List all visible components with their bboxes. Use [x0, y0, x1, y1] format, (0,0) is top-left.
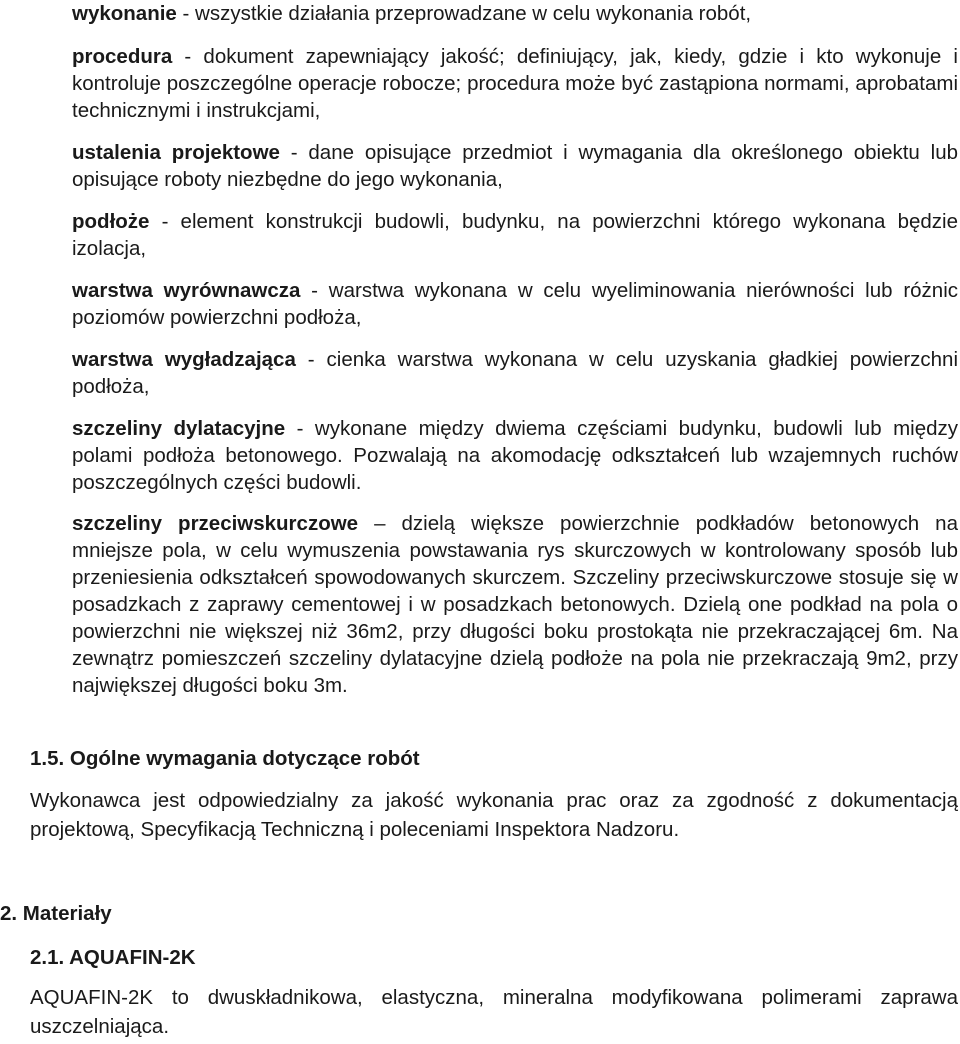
- definition-item: [72, 415, 958, 496]
- definition-text: – dzielą większe powierzchnie podkładów betonowych na mniejsze pola, w celu wymuszenia powstawania rys skurczowych w kontrolowany sposób lub przeniesienia odkształceń spowodowanych skurczem. Szczeliny przeciwskurczowe stosuje się w posadzkach z zaprawy cementowej i w posadzkach betonowych. Dzielą one podkład na pola o powierzchni nie większej niż 36m2, przy długości boku prostokąta nie przekraczającej 6m. Na zewnątrz pomieszczeń szczeliny dylatacyjne dzielą podłoże na pola nie przekraczają 9m2, przy największej długości boku 3m.: [72, 512, 958, 697]
- definition-text: - element konstrukcji budowli, budynku, na powierzchni którego wykonana będzie izolacja,: [72, 210, 958, 260]
- section-paragraph: AQUAFIN-2K to dwuskładnikowa, elastyczna, mineralna modyfikowana polimerami zaprawa uszczelniająca.: [30, 986, 958, 1038]
- definition-term: podłoże: [72, 210, 150, 233]
- definition-term: warstwa wygładzająca: [72, 348, 296, 371]
- definition-text: - cienka warstwa wykonana w celu uzyskania gładkiej powierzchni podłoża,: [72, 348, 958, 398]
- definition-text: - wykonane między dwiema częściami budynku, budowli lub między polami podłoża betonowego. Pozwalają na akomodację odkształceń lub wzajemnych ruchów poszczególnych części budowli.: [72, 417, 958, 494]
- definition-item: [72, 0, 958, 27]
- section-heading: 2. Materiały: [0, 902, 112, 925]
- definition-text: - dokument zapewniający jakość; definiujący, jak, kiedy, gdzie i kto wykonuje i kontroluje poszczególne operacje robocze; procedura może być zastąpiona normami, aprobatami technicznymi i instrukcjami,: [72, 45, 958, 122]
- definition-text: - dane opisujące przedmiot i wymagania dla określonego obiektu lub opisujące roboty niezbędne do jego wykonania,: [72, 141, 959, 191]
- definition-item: [72, 277, 958, 331]
- definition-term: ustalenia projektowe: [72, 141, 280, 164]
- definition-item: [72, 208, 958, 262]
- definition-item: [72, 346, 958, 400]
- definition-item: [72, 139, 958, 193]
- definition-item: [72, 43, 958, 124]
- section-aquafin: [30, 944, 958, 1041]
- section-paragraph: Wykonawca jest odpowiedzialny za jakość wykonania prac oraz za zgodność z dokumentacją projektową, Specyfikacją Techniczną i poleceniami Inspektora Nadzoru.: [30, 789, 958, 841]
- definition-text: - wszystkie działania przeprowadzane w celu wykonania robót,: [176, 2, 752, 25]
- section-general-requirements: [30, 745, 958, 844]
- definition-term: wykonanie: [72, 2, 177, 25]
- definition-term: procedura: [72, 45, 173, 68]
- definition-term: warstwa wyrównawcza: [72, 279, 301, 302]
- definition-term: szczeliny dylatacyjne: [72, 417, 286, 440]
- definitions-list: [72, 0, 958, 699]
- definition-item: [72, 510, 958, 699]
- section-heading: 1.5. Ogólne wymagania dotyczące robót: [30, 747, 420, 770]
- section-materials: [0, 900, 928, 927]
- section-heading: 2.1. AQUAFIN-2K: [30, 946, 196, 969]
- definition-term: szczeliny przeciwskurczowe: [72, 512, 359, 535]
- definition-text: - warstwa wykonana w celu wyeliminowania nierówności lub różnic poziomów powierzchni podłoża,: [72, 279, 959, 329]
